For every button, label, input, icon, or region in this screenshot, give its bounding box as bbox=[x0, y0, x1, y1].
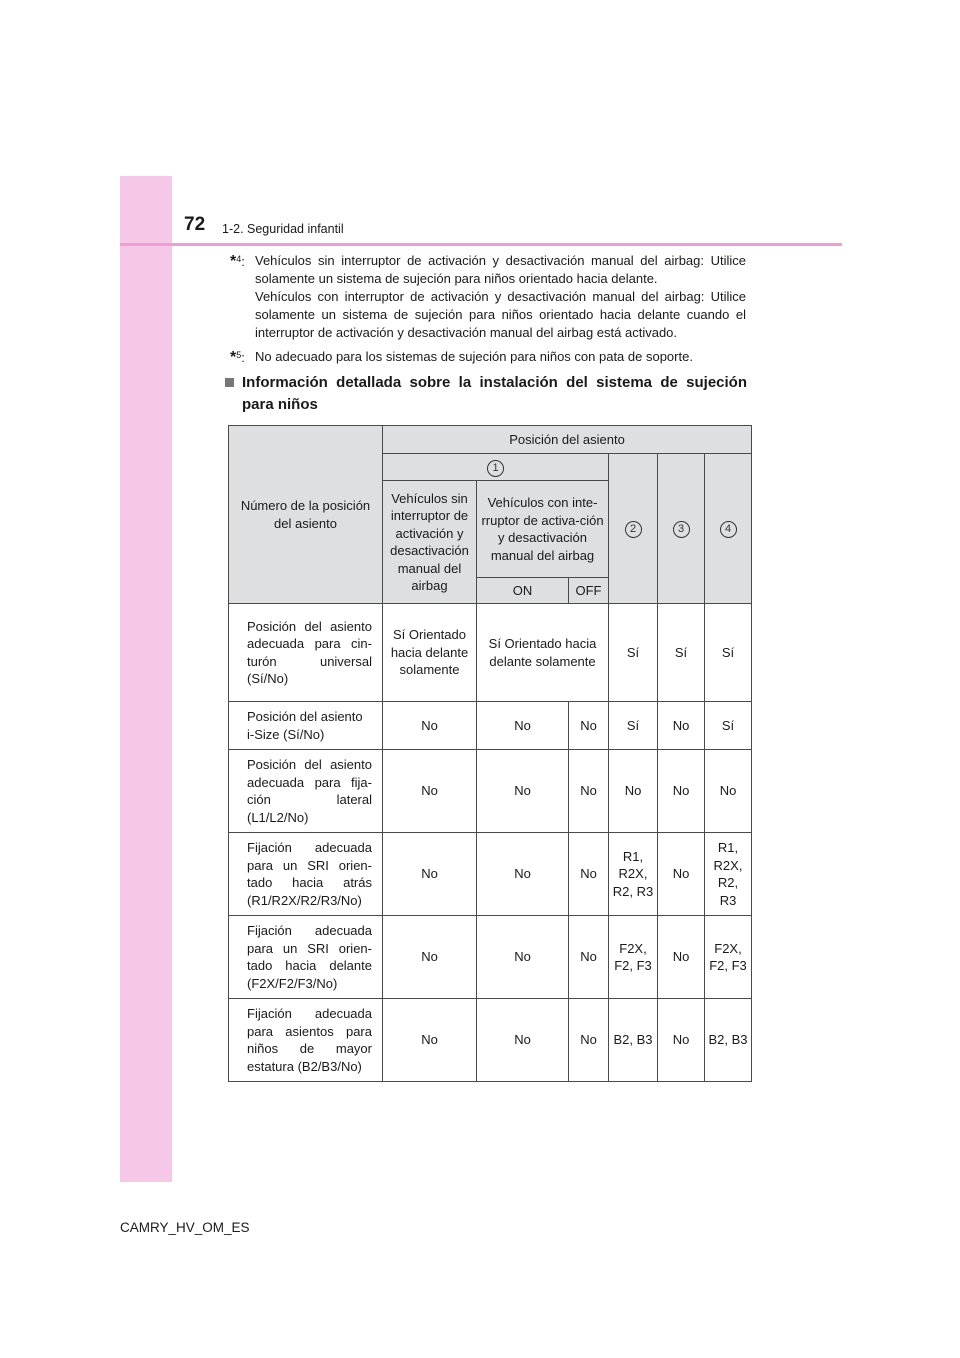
seat-position-header: Posición del asiento bbox=[383, 426, 752, 454]
table-cell: No bbox=[658, 833, 705, 916]
on-header: ON bbox=[477, 578, 569, 604]
row-label: Fijación adecuada para asientos para niños de mayor estatura (B2/B3/No) bbox=[229, 999, 383, 1082]
seat-number-2: 2 bbox=[625, 521, 642, 538]
seat-number-3: 3 bbox=[673, 521, 690, 538]
with-switch-header: Vehículos con inte-rruptor de activa-ción y desactivación manual del airbag bbox=[477, 481, 609, 578]
table-cell: No bbox=[477, 750, 569, 833]
table-cell: B2, B3 bbox=[609, 999, 658, 1082]
row-label: Posición del asiento adecuada para fija-ción lateral (L1/L2/No) bbox=[229, 750, 383, 833]
table-cell: F2X, F2, F3 bbox=[705, 916, 752, 999]
table-cell: No bbox=[609, 750, 658, 833]
table-cell: No bbox=[658, 916, 705, 999]
document-code: CAMRY_HV_OM_ES bbox=[120, 1220, 250, 1235]
table-cell: No bbox=[569, 702, 609, 750]
footnote-marker: *$^5$: bbox=[230, 349, 245, 366]
table-cell: R1, R2X, R2, R3 bbox=[705, 833, 752, 916]
footnotes bbox=[230, 252, 746, 372]
row-label: Posición del asiento adecuada para cin-turón universal (Sí/No) bbox=[229, 604, 383, 702]
table-cell: No bbox=[477, 702, 569, 750]
seat-number-4: 4 bbox=[720, 521, 737, 538]
side-color-bar bbox=[120, 176, 172, 1182]
footnote-5 bbox=[230, 348, 746, 366]
table-row bbox=[229, 702, 752, 750]
row-label: Fijación adecuada para un SRI orien-tado hacia atrás (R1/R2X/R2/R3/No) bbox=[229, 833, 383, 916]
table-cell: No bbox=[658, 999, 705, 1082]
section-title: 1-2. Seguridad infantil bbox=[222, 222, 344, 236]
footnote-4 bbox=[230, 252, 746, 342]
seat-3-header bbox=[658, 454, 705, 604]
row-label: Fijación adecuada para un SRI orien-tado hacia delante (F2X/F2/F3/No) bbox=[229, 916, 383, 999]
table-cell: No bbox=[705, 750, 752, 833]
footnote-text: No adecuado para los sistemas de sujeción para niños con pata de soporte. bbox=[255, 349, 693, 364]
table-cell: Sí bbox=[705, 702, 752, 750]
table-row bbox=[229, 750, 752, 833]
seat-1-header bbox=[383, 454, 609, 481]
table-cell: Sí bbox=[609, 702, 658, 750]
footnote-marker: *$^4$: bbox=[230, 253, 245, 270]
table-cell: No bbox=[658, 702, 705, 750]
table-row bbox=[229, 833, 752, 916]
table-cell: F2X, F2, F3 bbox=[609, 916, 658, 999]
seat-2-header bbox=[609, 454, 658, 604]
section-heading: Información detallada sobre la instalación del sistema de sujeción para niños bbox=[225, 372, 747, 416]
without-switch-header: Vehículos sin interruptor de activación y desactivación manual del airbag bbox=[383, 481, 477, 604]
footnote-text: Vehículos sin interruptor de activación y desactivación manual del airbag: Utilice solamente un sistema de sujeción para niños orientado hacia delante. bbox=[255, 253, 746, 286]
table-cell: No bbox=[569, 999, 609, 1082]
header-rule bbox=[120, 243, 842, 246]
table-cell: No bbox=[383, 999, 477, 1082]
table-cell: Sí bbox=[705, 604, 752, 702]
table-cell: No bbox=[477, 999, 569, 1082]
table-cell: No bbox=[569, 750, 609, 833]
row-label: Posición del asiento i-Size (Sí/No) bbox=[229, 702, 383, 750]
table-cell: No bbox=[383, 750, 477, 833]
table-cell: Sí bbox=[658, 604, 705, 702]
page-number: 72 bbox=[184, 214, 206, 235]
off-header: OFF bbox=[569, 578, 609, 604]
table-cell: No bbox=[569, 833, 609, 916]
seat-number-1: 1 bbox=[487, 460, 504, 477]
table-row bbox=[229, 916, 752, 999]
table-cell: No bbox=[477, 833, 569, 916]
table-cell: Sí bbox=[609, 604, 658, 702]
table-cell: Sí Orientado hacia delante solamente bbox=[477, 604, 609, 702]
table-row bbox=[229, 604, 752, 702]
table-cell: B2, B3 bbox=[705, 999, 752, 1082]
table-cell: Sí Orientado hacia delante solamente bbox=[383, 604, 477, 702]
square-bullet-icon bbox=[225, 378, 234, 387]
table-cell: R1, R2X, R2, R3 bbox=[609, 833, 658, 916]
table-cell: No bbox=[569, 916, 609, 999]
table-cell: No bbox=[477, 916, 569, 999]
table-cell: No bbox=[658, 750, 705, 833]
footnote-text: Vehículos con interruptor de activación y desactivación manual del airbag: Utilice solamente un sistema de sujeción para niños orientado hacia delante cuando el interruptor de activación y desactivación manual del airbag está activado. bbox=[255, 289, 746, 340]
table-cell: No bbox=[383, 702, 477, 750]
seat-compatibility-table bbox=[228, 425, 752, 1082]
table-cell: No bbox=[383, 833, 477, 916]
table-cell: No bbox=[383, 916, 477, 999]
table-row bbox=[229, 999, 752, 1082]
corner-header: Número de la posición del asiento bbox=[229, 426, 383, 604]
seat-4-header bbox=[705, 454, 752, 604]
